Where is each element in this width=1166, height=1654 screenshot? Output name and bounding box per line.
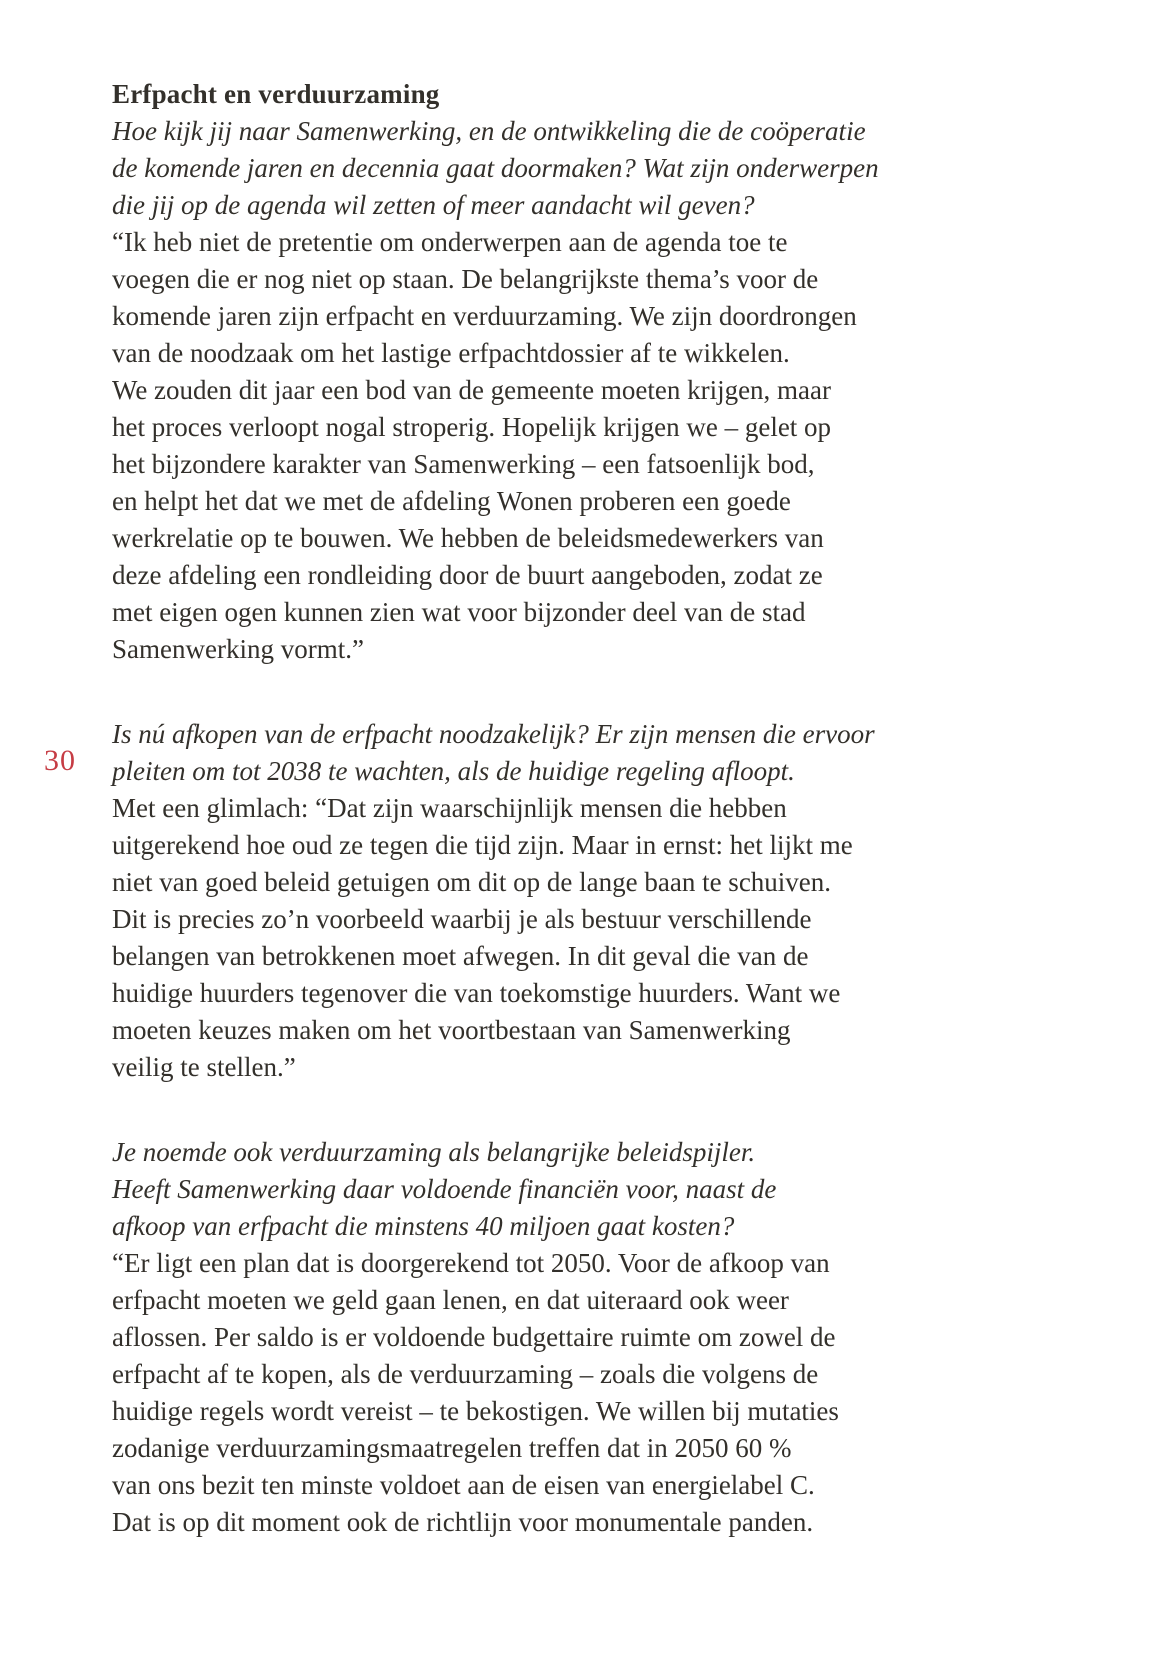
text-line: Je noemde ook verduurzaming als belangrijke beleidspijler. xyxy=(112,1137,756,1167)
text-line: het bijzondere karakter van Samenwerking – een fatsoenlijk bod, xyxy=(112,449,815,479)
text-line: moeten keuzes maken om het voortbestaan van Samenwerking xyxy=(112,1015,791,1045)
interview-question xyxy=(112,716,972,790)
text-line: van de noodzaak om het lastige erfpachtdossier af te wikkelen. xyxy=(112,338,790,368)
text-line: Dat is op dit moment ook de richtlijn voor monumentale panden. xyxy=(112,1507,814,1537)
text-line: uitgerekend hoe oud ze tegen die tijd zijn. Maar in ernst: het lijkt me xyxy=(112,830,853,860)
text-line: Hoe kijk jij naar Samenwerking, en de ontwikkeling die de coöperatie xyxy=(112,116,866,146)
text-line: van ons bezit ten minste voldoet aan de eisen van energielabel C. xyxy=(112,1470,815,1500)
text-line: Dit is precies zo’n voorbeeld waarbij je als bestuur verschillende xyxy=(112,904,812,934)
text-line: afkoop van erfpacht die minstens 40 miljoen gaat kosten? xyxy=(112,1211,735,1241)
text-line: werkrelatie op te bouwen. We hebben de beleidsmedewerkers van xyxy=(112,523,824,553)
text-line: Heeft Samenwerking daar voldoende financiën voor, naast de xyxy=(112,1174,777,1204)
text-line: voegen die er nog niet op staan. De belangrijkste thema’s voor de xyxy=(112,264,819,294)
interview-answer xyxy=(112,1245,972,1541)
section-heading xyxy=(112,76,972,113)
text-line: met eigen ogen kunnen zien wat voor bijzonder deel van de stad xyxy=(112,597,806,627)
text-line: pleiten om tot 2038 te wachten, als de huidige regeling afloopt. xyxy=(112,756,795,786)
interview-question xyxy=(112,113,972,224)
interview-answer xyxy=(112,790,972,1086)
text-line: aflossen. Per saldo is er voldoende budgettaire ruimte om zowel de xyxy=(112,1322,836,1352)
text-line: erfpacht moeten we geld gaan lenen, en dat uiteraard ook weer xyxy=(112,1285,789,1315)
text-line: Is nú afkopen van de erfpacht noodzakelijk? Er zijn mensen die ervoor xyxy=(112,719,875,749)
text-line: Met een glimlach: “Dat zijn waarschijnlijk mensen die hebben xyxy=(112,793,787,823)
text-line: het proces verloopt nogal stroperig. Hopelijk krijgen we – gelet op xyxy=(112,412,832,442)
text-line: erfpacht af te kopen, als de verduurzaming – zoals die volgens de xyxy=(112,1359,819,1389)
text-line: veilig te stellen.” xyxy=(112,1052,296,1082)
interview-answer xyxy=(112,224,972,668)
text-line: “Ik heb niet de pretentie om onderwerpen aan de agenda toe te xyxy=(112,227,788,257)
text-line: komende jaren zijn erfpacht en verduurzaming. We zijn doordrongen xyxy=(112,301,857,331)
text-line: niet van goed beleid getuigen om dit op de lange baan te schuiven. xyxy=(112,867,832,897)
page-number: 30 xyxy=(44,744,76,777)
text-line: huidige regels wordt vereist – te bekostigen. We willen bij mutaties xyxy=(112,1396,839,1426)
text-line: huidige huurders tegenover die van toekomstige huurders. Want we xyxy=(112,978,841,1008)
article-body xyxy=(112,76,972,1541)
text-line: en helpt het dat we met de afdeling Wonen proberen een goede xyxy=(112,486,791,516)
text-line: deze afdeling een rondleiding door de buurt aangeboden, zodat ze xyxy=(112,560,823,590)
text-line: belangen van betrokkenen moet afwegen. In dit geval die van de xyxy=(112,941,809,971)
text-line: Samenwerking vormt.” xyxy=(112,634,364,664)
text-line: We zouden dit jaar een bod van de gemeente moeten krijgen, maar xyxy=(112,375,832,405)
text-line: zodanige verduurzamingsmaatregelen treffen dat in 2050 60 % xyxy=(112,1433,792,1463)
text-line: Erfpacht en verduurzaming xyxy=(112,79,440,109)
text-line: die jij op de agenda wil zetten of meer aandacht wil geven? xyxy=(112,190,755,220)
interview-question xyxy=(112,1134,972,1245)
text-line: “Er ligt een plan dat is doorgerekend tot 2050. Voor de afkoop van xyxy=(112,1248,830,1278)
text-line: de komende jaren en decennia gaat doormaken? Wat zijn onderwerpen xyxy=(112,153,879,183)
